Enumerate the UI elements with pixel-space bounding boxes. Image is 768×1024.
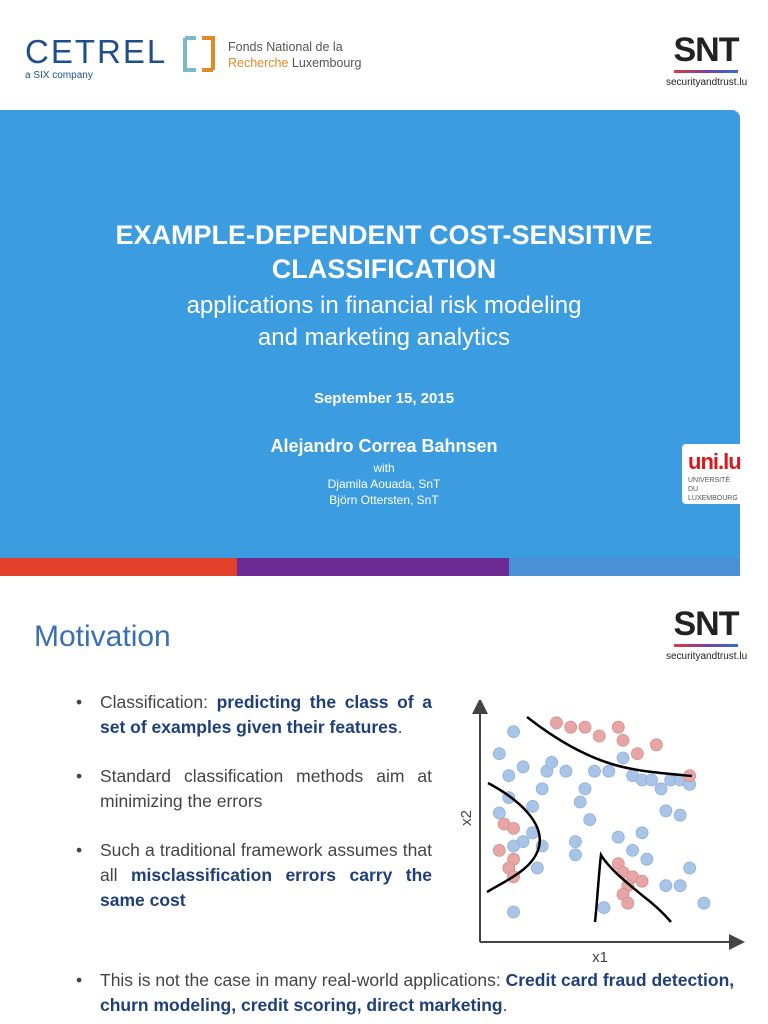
snt-logo xyxy=(666,606,746,668)
bullet-text-end: . xyxy=(397,717,403,737)
snt-wordmark: SNT xyxy=(673,31,739,69)
bullet-text: Standard classification methods aim at minimizing the errors xyxy=(100,766,432,811)
stripe-red xyxy=(0,558,237,576)
slide-title-line1: EXAMPLE-DEPENDENT COST-SENSITIVE xyxy=(115,220,653,250)
slide-title xyxy=(0,218,768,286)
scatter-point-red xyxy=(493,844,505,856)
scatter-point-red xyxy=(593,730,605,742)
bullet-text-end: . xyxy=(502,995,508,1015)
bullet-text: Such a traditional framework assumes that all xyxy=(100,840,432,885)
slide-subtitle-line2: and marketing analytics xyxy=(257,324,511,351)
scatter-point-blue xyxy=(584,814,596,826)
fnr-mark-icon xyxy=(182,36,216,72)
bullet-item xyxy=(70,838,432,913)
slide-title-line2: CLASSIFICATION xyxy=(271,254,497,284)
unilu-subtext: UNIVERSITÉ DU LUXEMBOURG xyxy=(688,477,738,502)
scatter-point-blue xyxy=(508,906,520,918)
scatter-point-blue xyxy=(674,880,686,892)
snt-url: securityandtrust.lu xyxy=(666,77,748,88)
fnr-line2-b: Luxembourg xyxy=(288,56,362,70)
scatter-point-blue xyxy=(569,849,581,861)
scatter-point-blue xyxy=(636,827,648,839)
scatter-plot xyxy=(455,700,745,970)
bullet-text: This is not the case in many real-world applications: xyxy=(100,970,506,990)
snt-url: securityandtrust.lu xyxy=(666,651,748,662)
scatter-point-blue xyxy=(517,761,529,773)
slide-subtitle xyxy=(0,290,768,354)
scatter-point-blue xyxy=(646,774,658,786)
scatter-point-blue xyxy=(674,809,686,821)
scatter-point-red xyxy=(550,717,562,729)
scatter-point-red xyxy=(631,748,643,760)
scatter-point-blue xyxy=(603,765,615,777)
coauthor-2: Björn Ottersten, SnT xyxy=(329,493,439,507)
scatter-point-blue xyxy=(569,836,581,848)
scatter-point-blue xyxy=(574,796,586,808)
scatter-point-blue xyxy=(579,783,591,795)
bullet-text: Classification: xyxy=(100,692,217,712)
fnr-logo xyxy=(182,36,372,76)
scatter-point-blue xyxy=(493,748,505,760)
cetrel-wordmark: CETREL xyxy=(25,33,168,70)
bullet-highlight: Credit card fraud detection, churn modeling, credit scoring, direct marketing xyxy=(100,970,735,1015)
fnr-line1: Fonds National de la xyxy=(228,40,343,54)
scatter-point-blue xyxy=(641,853,653,865)
snt-color-bar xyxy=(674,644,738,647)
unilu-wordmark: uni.lu xyxy=(688,449,741,474)
scatter-point-red xyxy=(579,721,591,733)
with-label: with xyxy=(373,461,395,475)
snt-wordmark: SNT xyxy=(673,605,739,643)
y-axis-label: x2 xyxy=(458,810,475,826)
scatter-point-blue xyxy=(617,752,629,764)
scatter-point-blue xyxy=(503,770,515,782)
snt-logo xyxy=(666,32,746,94)
scatter-point-blue xyxy=(627,844,639,856)
scatter-point-blue xyxy=(698,897,710,909)
bullet-item xyxy=(70,764,432,814)
scatter-point-blue xyxy=(612,831,624,843)
bullet-highlight: misclassification errors carry the same cost xyxy=(100,865,433,910)
bullet-highlight: predicting the class of a set of examples given their features xyxy=(100,692,432,737)
scatter-point-blue xyxy=(560,765,572,777)
bullet-item-last xyxy=(70,968,760,1018)
scatter-point-blue xyxy=(508,840,520,852)
scatter-point-blue xyxy=(598,902,610,914)
scatter-point-blue xyxy=(684,862,696,874)
presentation-date: September 15, 2015 xyxy=(313,390,455,407)
scatter-point-red xyxy=(617,734,629,746)
scatter-points xyxy=(493,717,710,918)
snt-color-bar xyxy=(674,70,738,73)
x-axis-label: x1 xyxy=(592,949,608,966)
scatter-point-red xyxy=(612,721,624,733)
unilu-logo xyxy=(682,444,740,504)
fnr-line2 xyxy=(228,56,361,70)
slide-subtitle-line1: applications in financial risk modeling xyxy=(186,292,582,319)
scatter-point-red xyxy=(636,875,648,887)
bullet-item xyxy=(70,690,432,740)
scatter-point-red xyxy=(622,897,634,909)
scatter-point-blue xyxy=(508,726,520,738)
scatter-point-blue xyxy=(655,783,667,795)
scatter-point-blue xyxy=(546,756,558,768)
scatter-point-blue xyxy=(660,805,672,817)
scatter-point-red xyxy=(565,721,577,733)
scatter-point-blue xyxy=(531,862,543,874)
cetrel-tagline: a SIX company xyxy=(25,70,93,81)
scatter-point-blue xyxy=(588,765,600,777)
cetrel-logo xyxy=(25,33,168,84)
scatter-point-blue xyxy=(493,807,505,819)
scatter-point-red xyxy=(508,822,520,834)
fnr-line2-a: Recherche xyxy=(228,56,289,70)
scatter-point-blue xyxy=(536,783,548,795)
scatter-point-red xyxy=(650,739,662,751)
scatter-point-blue xyxy=(660,880,672,892)
stripe-purple xyxy=(237,558,509,576)
author-name: Alejandro Correa Bahnsen xyxy=(270,436,498,456)
scatter-point-blue xyxy=(527,800,539,812)
coauthor-1: Djamila Aouada, SnT xyxy=(327,477,441,491)
slide-title: Motivation xyxy=(34,620,171,653)
stripe-blue xyxy=(509,558,740,576)
bullet-list xyxy=(70,690,432,937)
